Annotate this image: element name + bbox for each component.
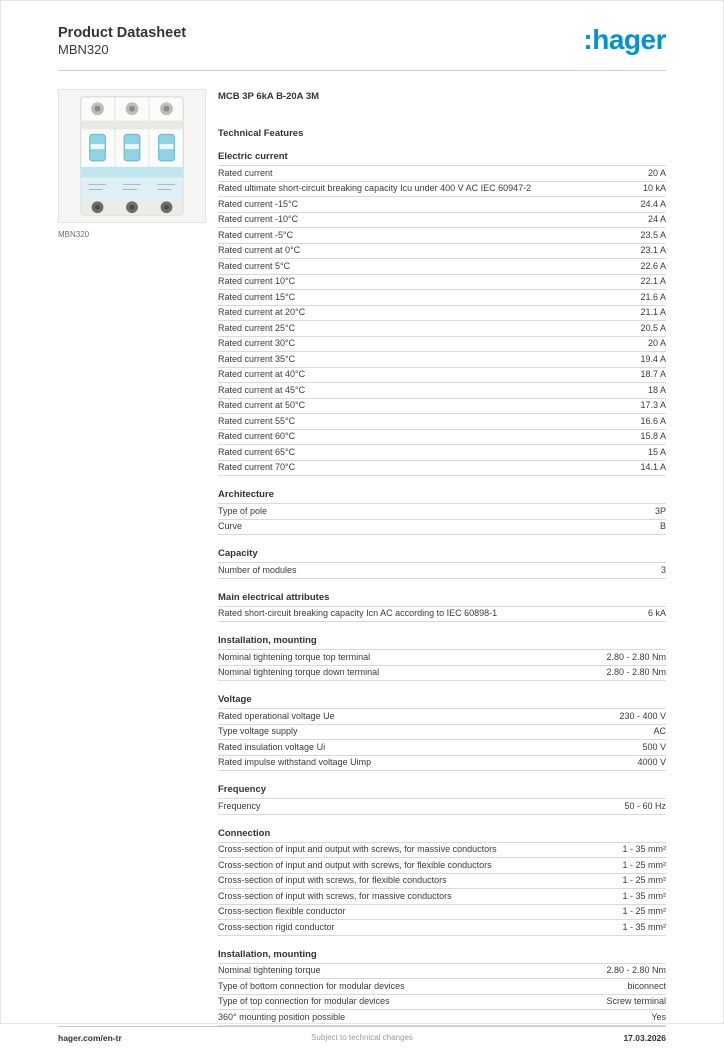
spec-table — [218, 708, 666, 771]
row-value: 22.6 A — [640, 260, 666, 271]
table-row — [218, 964, 666, 980]
table-row — [218, 352, 666, 368]
section-heading: Architecture — [218, 489, 274, 500]
row-value: 16.6 A — [640, 415, 666, 426]
table-row — [218, 520, 666, 536]
row-value: 20.5 A — [640, 322, 666, 333]
spec-section — [218, 694, 666, 771]
table-row — [218, 650, 666, 666]
footer-divider — [58, 1026, 666, 1027]
row-value: 4000 V — [637, 757, 666, 767]
footer-date: 17.03.2026 — [623, 1032, 666, 1043]
row-label: Rated ultimate short-circuit breaking capacity Icu under 400 V AC IEC 60947-2 — [218, 183, 532, 193]
sections — [218, 151, 666, 1026]
table-row — [218, 383, 666, 399]
product-image-caption: MBN320 — [58, 230, 90, 239]
row-label: Rated current at 50°C — [218, 400, 306, 410]
row-label: Type voltage supply — [218, 726, 298, 736]
row-label: Cross-section of input with screws, for massive conductors — [218, 890, 452, 901]
spec-table — [218, 649, 666, 681]
row-label: Frequency — [218, 800, 261, 811]
spec-section — [218, 635, 666, 681]
spec-section — [218, 784, 666, 815]
footer — [1, 1026, 723, 1057]
row-value: biconnect — [627, 980, 666, 991]
row-value: 18.7 A — [640, 369, 666, 379]
table-row — [218, 461, 666, 477]
spec-column — [218, 89, 666, 1026]
spec-section — [218, 489, 666, 535]
row-label: Cross-section of input with screws, for flexible conductors — [218, 875, 447, 885]
row-label: 360° mounting position possible — [218, 1011, 346, 1022]
section-heading: Connection — [218, 827, 271, 839]
row-label: Rated current 25°C — [218, 322, 296, 333]
hager-logo: :hager — [583, 24, 666, 55]
row-value: 17.3 A — [640, 400, 666, 410]
page-subtitle: MBN320 — [58, 42, 109, 57]
row-value: 22.1 A — [640, 276, 666, 286]
row-value: 21.1 A — [640, 307, 666, 317]
row-value: 230 - 400 V — [619, 710, 666, 721]
spec-table — [218, 165, 666, 476]
row-label: Type of top connection for modular devices — [218, 996, 390, 1006]
product-image-column — [58, 89, 206, 1026]
table-row — [218, 979, 666, 995]
table-row — [218, 995, 666, 1011]
row-label: Number of modules — [218, 564, 297, 575]
row-value: 50 - 60 Hz — [624, 800, 666, 811]
table-row — [218, 858, 666, 874]
row-value: 10 kA — [642, 183, 666, 193]
table-row — [218, 337, 666, 353]
product-title: MCB 3P 6kA B-20A 3M — [218, 91, 320, 102]
row-value: 2.80 - 2.80 Nm — [606, 965, 666, 975]
section-heading: Voltage — [218, 694, 252, 705]
row-value: 14.1 A — [640, 462, 666, 472]
row-value: Screw terminal — [606, 996, 666, 1006]
row-value: 1 - 25 mm² — [622, 906, 666, 916]
row-value: AC — [653, 726, 666, 736]
table-row — [218, 740, 666, 756]
row-label: Nominal tightening torque — [218, 965, 321, 975]
row-label: Rated current 65°C — [218, 446, 296, 457]
row-value: 24 A — [647, 214, 666, 224]
row-label: Rated current at 45°C — [218, 384, 306, 395]
row-label: Rated insulation voltage Ui — [218, 741, 326, 752]
row-value: B — [659, 521, 666, 531]
row-label: Rated current -10°C — [218, 214, 299, 224]
table-row — [218, 197, 666, 213]
table-row — [218, 368, 666, 384]
spec-section — [218, 151, 666, 476]
row-value: Yes — [651, 1011, 666, 1022]
table-row — [218, 306, 666, 322]
spec-table — [218, 798, 666, 815]
row-value: 3P — [654, 505, 666, 516]
row-value: 1 - 35 mm² — [622, 844, 666, 854]
row-value: 18 A — [647, 384, 666, 395]
row-value: 1 - 25 mm² — [622, 859, 666, 870]
row-label: Rated current 5°C — [218, 260, 291, 271]
footer-website-link[interactable]: hager.com/en-tr — [58, 1032, 122, 1043]
main-content — [1, 71, 723, 1026]
table-row — [218, 843, 666, 859]
technical-features-heading: Technical Features — [218, 128, 304, 139]
row-label: Nominal tightening torque down terminal — [218, 667, 380, 677]
spec-section — [218, 949, 666, 1026]
row-label: Rated current at 40°C — [218, 369, 306, 379]
spec-section — [218, 828, 666, 936]
table-row — [218, 1010, 666, 1026]
row-label: Rated current 60°C — [218, 431, 296, 441]
row-value: 6 kA — [647, 608, 666, 618]
table-row — [218, 725, 666, 741]
table-row — [218, 799, 666, 815]
row-label: Rated current 70°C — [218, 462, 296, 472]
spec-table — [218, 842, 666, 936]
row-value: 24.4 A — [640, 198, 666, 209]
table-row — [218, 290, 666, 306]
header-titles — [58, 25, 186, 58]
table-row — [218, 244, 666, 260]
spec-section — [218, 592, 666, 623]
footer-note: Subject to technical changes — [311, 1032, 413, 1042]
table-row — [218, 430, 666, 446]
table-row — [218, 182, 666, 198]
spec-table — [218, 503, 666, 535]
row-value: 15 A — [647, 446, 666, 457]
row-value: 2.80 - 2.80 Nm — [606, 667, 666, 677]
row-label: Rated current at 20°C — [218, 307, 306, 317]
product-image — [58, 89, 206, 223]
table-row — [218, 275, 666, 291]
spec-table — [218, 963, 666, 1026]
table-row — [218, 563, 666, 579]
table-row — [218, 259, 666, 275]
row-value: 20 A — [647, 167, 666, 178]
section-heading: Capacity — [218, 548, 258, 559]
table-row — [218, 321, 666, 337]
table-row — [218, 213, 666, 229]
row-value: 20 A — [647, 338, 666, 348]
mcb-product-image — [59, 90, 205, 222]
row-label: Rated short-circuit breaking capacity Icn AC according to IEC 60898-1 — [218, 608, 498, 618]
row-label: Rated current -15°C — [218, 198, 299, 209]
section-heading: Installation, mounting — [218, 948, 317, 960]
table-row — [218, 607, 666, 623]
row-label: Rated current 35°C — [218, 353, 296, 364]
row-label: Rated current 55°C — [218, 415, 296, 426]
row-label: Cross-section flexible conductor — [218, 906, 346, 916]
row-label: Rated current 10°C — [218, 276, 296, 286]
table-row — [218, 399, 666, 415]
row-value: 23.1 A — [640, 245, 666, 255]
row-label: Rated current 15°C — [218, 291, 296, 302]
table-row — [218, 889, 666, 905]
row-label: Rated operational voltage Ue — [218, 710, 335, 721]
row-value: 21.6 A — [640, 291, 666, 302]
section-heading: Frequency — [218, 784, 267, 795]
row-label: Type of pole — [218, 505, 268, 516]
row-label: Rated current 30°C — [218, 338, 296, 348]
row-value: 19.4 A — [640, 353, 666, 364]
footer-row — [58, 1033, 666, 1043]
row-label: Rated impulse withstand voltage Uimp — [218, 757, 372, 767]
row-value: 3 — [660, 564, 666, 575]
section-heading: Installation, mounting — [218, 635, 317, 646]
table-row — [218, 709, 666, 725]
header — [1, 1, 723, 70]
spec-section — [218, 548, 666, 579]
row-value: 1 - 35 mm² — [622, 890, 666, 901]
table-row — [218, 504, 666, 520]
table-row — [218, 445, 666, 461]
row-label: Type of bottom connection for modular devices — [218, 980, 405, 991]
table-row — [218, 414, 666, 430]
row-value: 500 V — [642, 741, 666, 752]
row-label: Rated current at 0°C — [218, 245, 301, 255]
row-label: Cross-section rigid conductor — [218, 921, 335, 932]
row-label: Rated current -5°C — [218, 229, 294, 240]
table-row — [218, 920, 666, 936]
table-row — [218, 756, 666, 772]
section-heading: Main electrical attributes — [218, 591, 330, 603]
table-row — [218, 166, 666, 182]
row-label: Cross-section of input and output with screws, for flexible conductors — [218, 859, 492, 870]
row-label: Rated current — [218, 167, 273, 178]
row-value: 1 - 25 mm² — [622, 875, 666, 885]
row-value: 15.8 A — [640, 431, 666, 441]
row-label: Curve — [218, 521, 243, 531]
row-label: Cross-section of input and output with screws, for massive conductors — [218, 844, 497, 854]
section-heading: Electric current — [218, 151, 288, 162]
table-row — [218, 666, 666, 682]
row-value: 1 - 35 mm² — [622, 921, 666, 932]
spec-table — [218, 562, 666, 579]
page-title: Product Datasheet — [58, 25, 187, 41]
table-row — [218, 874, 666, 890]
row-value: 2.80 - 2.80 Nm — [606, 651, 666, 662]
row-label: Nominal tightening torque top terminal — [218, 651, 371, 662]
spec-table — [218, 606, 666, 623]
table-row — [218, 905, 666, 921]
table-row — [218, 228, 666, 244]
row-value: 23.5 A — [640, 229, 666, 240]
